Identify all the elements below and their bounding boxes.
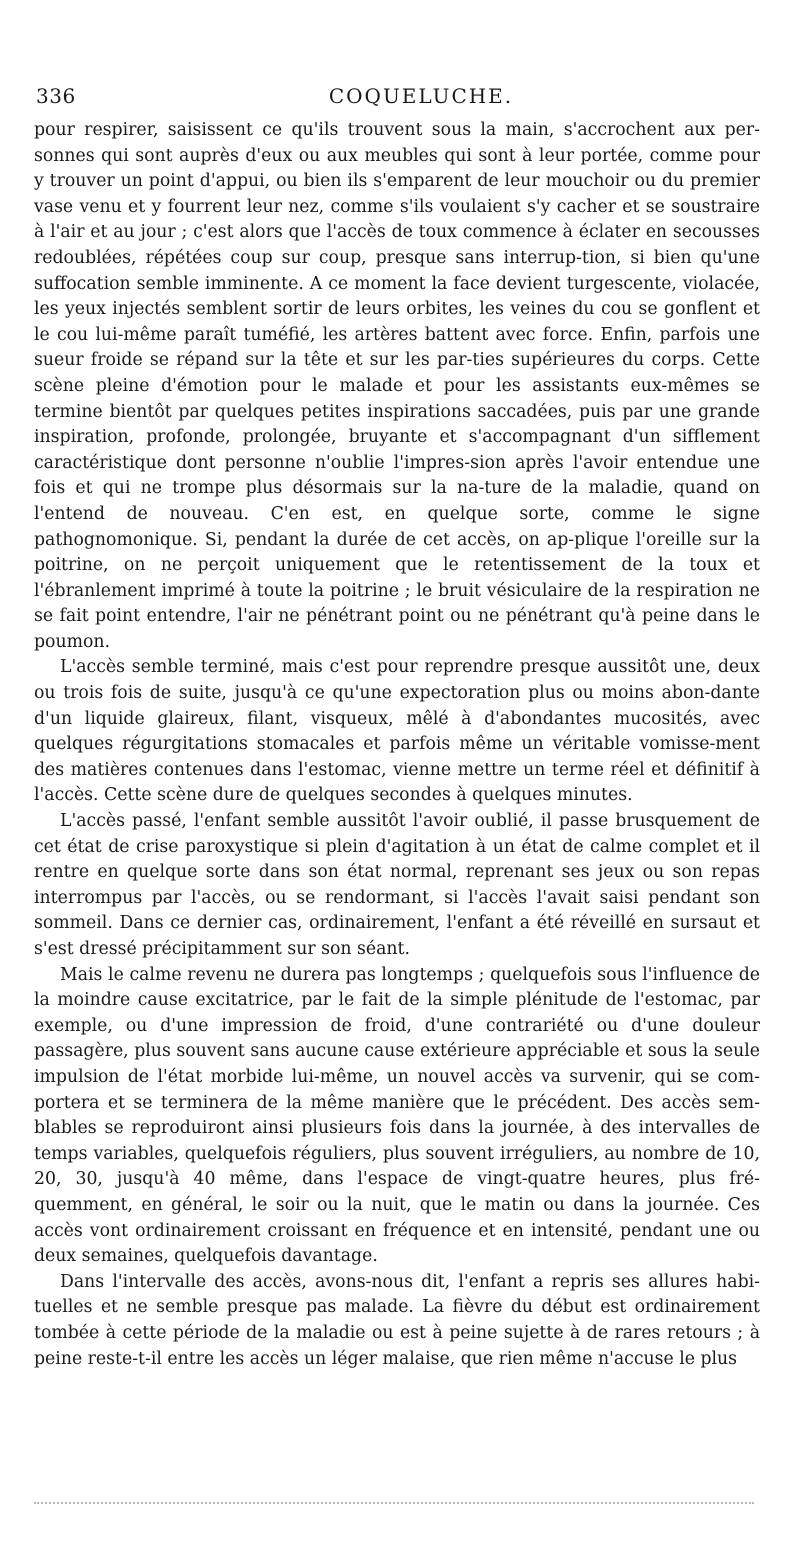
page-number: 336 xyxy=(36,84,76,108)
bottom-dotted-rule xyxy=(34,1502,754,1504)
paragraph: Mais le calme revenu ne durera pas longtemps ; quelquefois sous l'influence de la moindre cause excitatrice, par le fait de la simple plénitude de l'estomac, par exemple, ou d'une impression de froid, d'une contrariété ou d'une douleur passagère, plus souvent sans aucune cause extérieure appréciable et sous la seule impulsion de l'état morbide lui-même, un nouvel accès va survenir, qui se com-portera et se terminera de la même manière que le précédent. Des accès sem-blables se reproduiront ainsi plusieurs fois dans la journée, à des intervalles de temps variables, quelquefois réguliers, plus souvent irréguliers, au nombre de 10, 20, 30, jusqu'à 40 même, dans l'espace de vingt-quatre heures, plus fré-quemment, en général, le soir ou la nuit, que le matin ou dans la journée. Ces accès vont ordinairement croissant en fréquence et en intensité, pendant une ou deux semaines, quelquefois davantage. xyxy=(34,964,760,1267)
body-text xyxy=(34,118,760,1372)
header-title: COQUELUCHE. xyxy=(328,84,514,108)
paragraph: L'accès semble terminé, mais c'est pour reprendre presque aussitôt une, deux ou trois fois de suite, jusqu'à ce qu'une expectoration plus ou moins abon-dante d'un liquide glaireux, filant, visqueux, mêlé à d'abondantes mucosités, avec quelques régurgitations stomacales et parfois même un véritable vomisse-ment des matières contenues dans l'estomac, vienne mettre un terme réel et définitif à l'accès. Cette scène dure de quelques secondes à quelques minutes. xyxy=(34,657,760,806)
paragraph: L'accès passé, l'enfant semble aussitôt l'avoir oublié, il passe brusquement de cet état de crise paroxystique si plein d'agitation à un état de calme complet et il rentre en quelque sorte dans son état normal, reprenant ses jeux ou son repas interrompus par l'accès, ou se rendormant, si l'accès l'avait saisi pendant son sommeil. Dans ce dernier cas, ordinairement, l'enfant a été réveillé en sursaut et s'est dressé précipitamment sur son séant. xyxy=(34,811,760,959)
paragraph: Dans l'intervalle des accès, avons-nous dit, l'enfant a repris ses allures habi-tuelles et ne semble presque pas malade. La fièvre du début est ordinairement tombée à cette période de la maladie ou est à peine sujette à de rares retours ; à peine reste-t-il entre les accès un léger malaise, que rien même n'accuse le plus xyxy=(34,1271,760,1369)
paragraph-continued: pour respirer, saisissent ce qu'ils trouvent sous la main, s'accrochent aux per-sonnes qui sont auprès d'eux ou aux meubles qui sont à leur portée, comme pour y trouver un point d'appui, ou bien ils s'emparent de leur mouchoir ou du premier vase venu et y fourrent leur nez, comme s'ils voulaient s'y cacher et se soustraire à l'air et au jour ; c'est alors que l'accès de toux commence à éclater en secousses redoublées, répétées coup sur coup, presque sans interrup-tion, si bien qu'une suffocation semble imminente. A ce moment la face devient turgescente, violacée, les yeux injectés semblent sortir de leurs orbites, les veines du cou se gonflent et le cou lui-même paraît tuméfié, les artères battent avec force. Enfin, parfois une sueur froide se répand sur la tête et sur les par-ties supérieures du corps. Cette scène pleine d'émotion pour le malade et pour les assistants eux-mêmes se termine bientôt par quelques petites inspirations saccadées, puis par une grande inspiration, profonde, prolongée, bruyante et s'accompagnant d'un sifflement caractéristique dont personne n'oublie l'impres-sion après l'avoir entendue une fois et qui ne trompe plus désormais sur la na-ture de la maladie, quand on l'entend de nouveau. C'en est, en quelque sorte, comme le signe pathognomonique. Si, pendant la durée de cet accès, on ap-plique l'oreille sur la poitrine, on ne perçoit uniquement que le retentissement de la toux et l'ébranlement imprimé à toute la poitrine ; le bruit vésiculaire de la respiration ne se fait point entendre, l'air ne pénétrant point ou ne pénétrant qu'à peine dans le poumon. xyxy=(34,120,760,652)
running-head xyxy=(36,84,776,112)
